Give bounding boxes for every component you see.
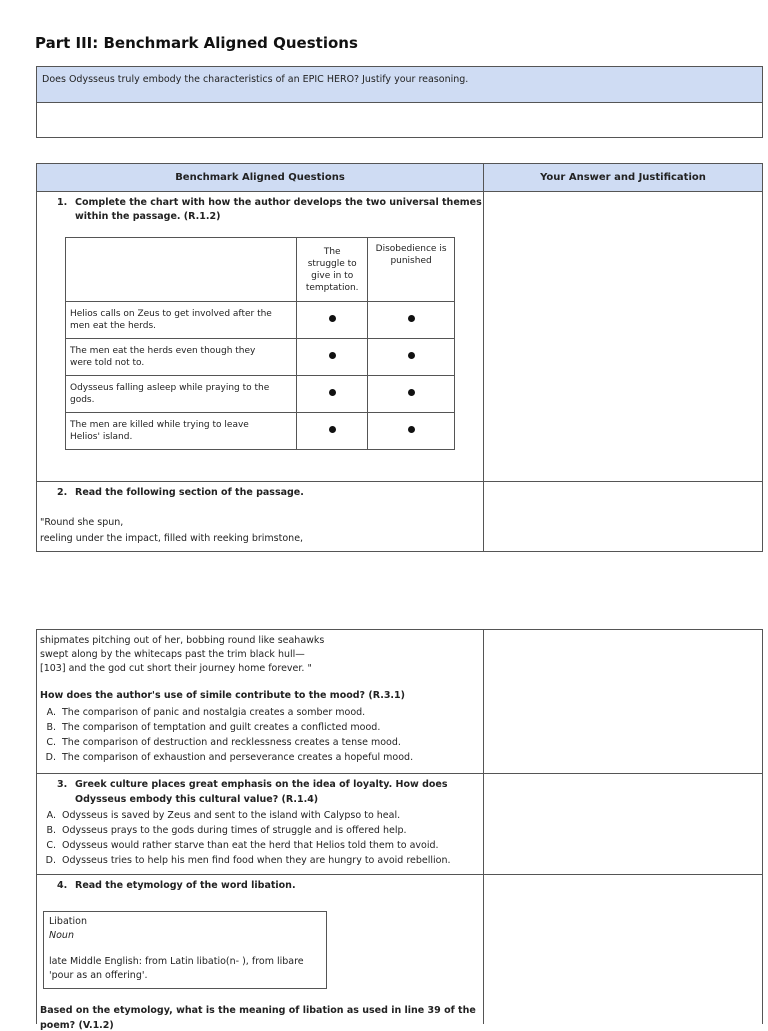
q1-line1: Complete the chart with how the author develops the two universal themes — [75, 197, 482, 208]
theme-header-struggle: The struggle to give in to temptation. — [297, 238, 368, 302]
q2-number: 2. — [57, 487, 68, 498]
benchmark-table-1 — [36, 163, 763, 552]
q1-answer-cell[interactable] — [484, 192, 762, 481]
option-c[interactable]: C. The comparison of destruction and recklessness creates a tense mood. — [46, 737, 401, 748]
row-label: Helios calls on Zeus to get involved after the men eat the herds. — [66, 302, 297, 339]
q3-options — [37, 808, 451, 868]
epic-hero-answer-box[interactable] — [36, 102, 763, 138]
benchmark-table-2 — [36, 629, 763, 1031]
passage-line: [103] and the god cut short their journey home forever. " — [40, 663, 312, 674]
answer-cell[interactable] — [297, 413, 368, 450]
themes-chart-corner — [66, 238, 297, 302]
q3-line1: Greek culture places great emphasis on the idea of loyalty. How does — [75, 779, 448, 790]
table-row — [66, 376, 455, 413]
bullet-icon — [408, 352, 415, 359]
answer-cell[interactable] — [368, 302, 455, 339]
answer-cell[interactable] — [297, 302, 368, 339]
bullet-icon — [408, 315, 415, 322]
option-d[interactable]: D. Odysseus tries to help his men find food when they are hungry to avoid rebellion. — [45, 855, 451, 866]
row-label: Odysseus falling asleep while praying to the gods. — [66, 376, 297, 413]
etymology-word: Libation — [49, 916, 87, 927]
q3-line2: Odysseus embody this cultural value? (R.1.4) — [75, 794, 319, 805]
column-header-questions: Benchmark Aligned Questions — [37, 164, 483, 191]
column-header-answer: Your Answer and Justification — [484, 164, 762, 191]
q2-options — [37, 705, 413, 765]
themes-chart — [65, 237, 455, 450]
q4-answer-cell[interactable] — [484, 875, 762, 1025]
q1-line2: within the passage. (R.1.2) — [75, 211, 221, 222]
answer-cell[interactable] — [368, 413, 455, 450]
table-row — [66, 302, 455, 339]
row-label: The men eat the herds even though they were told not to. — [66, 339, 297, 376]
bullet-icon — [408, 426, 415, 433]
passage-line: reeling under the impact, filled with reeking brimstone, — [40, 533, 304, 544]
option-c[interactable]: C. Odysseus would rather starve than eat the herd that Helios told them to avoid. — [46, 840, 439, 851]
answer-cell[interactable] — [368, 376, 455, 413]
epic-hero-prompt — [36, 66, 763, 103]
answer-cell[interactable] — [297, 339, 368, 376]
answer-cell[interactable] — [297, 376, 368, 413]
table-row — [66, 413, 455, 450]
q4-question: Based on the etymology, what is the meaning of libation as used in line 39 of the — [40, 1005, 476, 1016]
q3-answer-cell[interactable] — [484, 774, 762, 874]
q4-question-cont: poem? (V.1.2) — [40, 1020, 114, 1031]
passage-line: swept along by the whitecaps past the trim black hull— — [40, 649, 305, 660]
q2-text: Read the following section of the passage. — [75, 487, 304, 498]
table-row — [66, 339, 455, 376]
bullet-icon — [329, 352, 336, 359]
q4-number: 4. — [57, 880, 68, 891]
etymology-pos: Noun — [49, 929, 74, 941]
q1-number: 1. — [57, 197, 68, 208]
option-d[interactable]: D. The comparison of exhaustion and perseverance creates a hopeful mood. — [45, 752, 414, 763]
prompt-text: Does Odysseus truly embody the characteristics of an EPIC HERO? Justify your reasoning. — [42, 74, 469, 85]
etymology-line: late Middle English: from Latin libatio(n- ), from libare — [49, 956, 304, 967]
q2-question: How does the author's use of simile contribute to the mood? (R.3.1) — [40, 690, 405, 701]
bullet-icon — [329, 315, 336, 322]
answer-cell[interactable] — [368, 339, 455, 376]
option-a[interactable]: A. Odysseus is saved by Zeus and sent to the island with Calypso to heal. — [46, 810, 401, 821]
bullet-icon — [329, 426, 336, 433]
page-title: Part III: Benchmark Aligned Questions — [35, 34, 358, 52]
passage-line: "Round she spun, — [40, 517, 124, 528]
option-b[interactable]: B. Odysseus prays to the gods during times of struggle and is offered help. — [46, 825, 407, 836]
etymology-line: 'pour as an offering'. — [49, 969, 148, 981]
passage-line: shipmates pitching out of her, bobbing round like seahawks — [40, 635, 325, 646]
q2-answer-cell[interactable] — [484, 482, 762, 551]
q3-number: 3. — [57, 779, 68, 790]
option-b[interactable]: B. The comparison of temptation and guilt creates a conflicted mood. — [46, 722, 381, 733]
theme-header-disobedience: Disobedience is punished — [368, 238, 455, 302]
etymology-box — [43, 911, 327, 989]
option-a[interactable]: A. The comparison of panic and nostalgia creates a somber mood. — [46, 707, 366, 718]
bullet-icon — [329, 389, 336, 396]
q4-text: Read the etymology of the word libation. — [75, 880, 296, 891]
bullet-icon — [408, 389, 415, 396]
row-label: The men are killed while trying to leave Helios' island. — [66, 413, 297, 450]
q2-answer-cell-cont[interactable] — [484, 630, 762, 773]
